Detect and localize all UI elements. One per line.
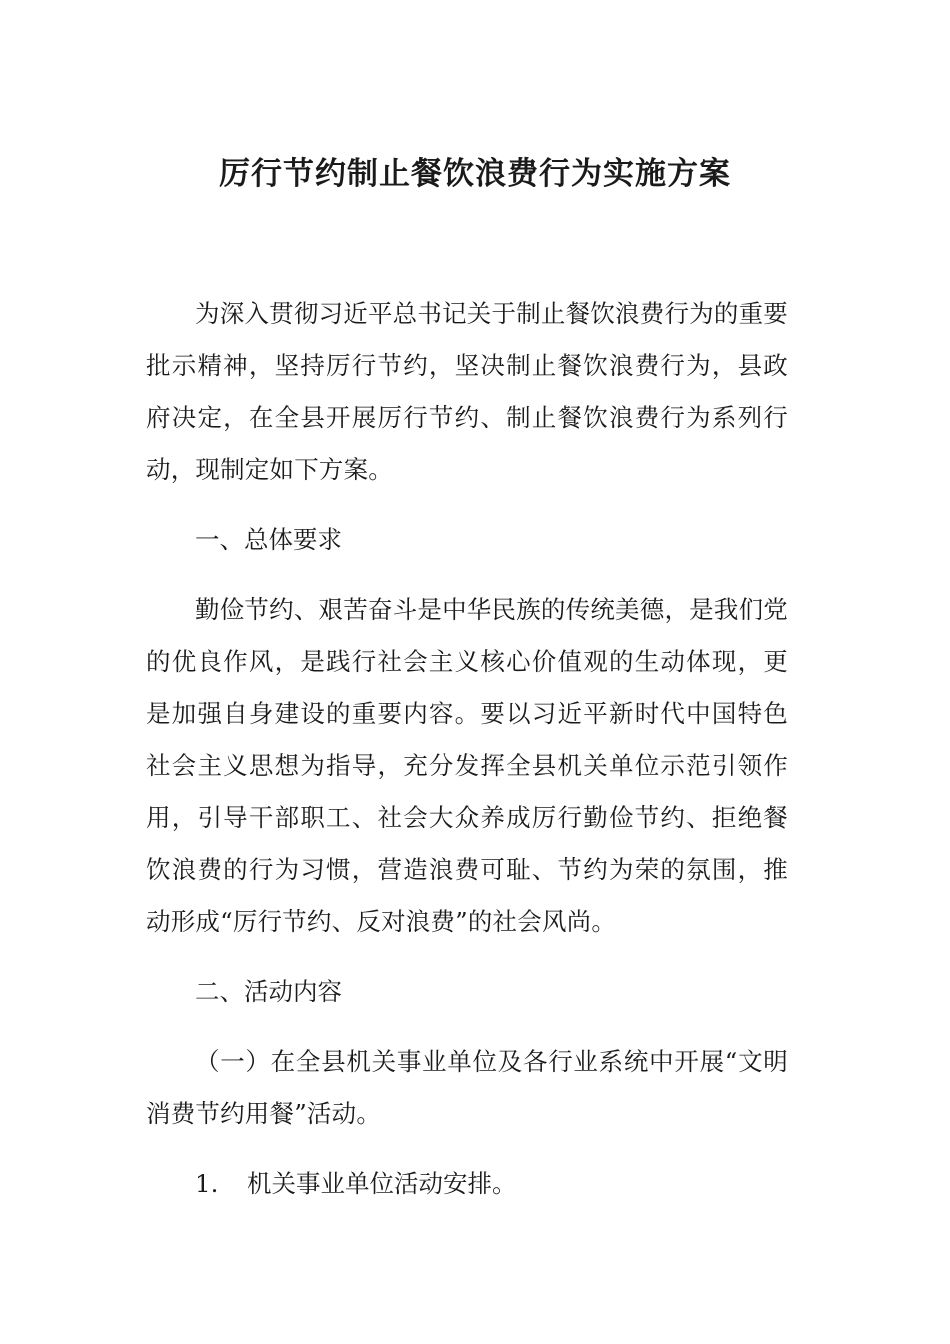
document-body [146, 288, 788, 1210]
section-heading-general-requirements: 一、总体要求 [195, 525, 342, 554]
document-title: 厉行节约制止餐饮浪费行为实施方案 [219, 156, 731, 192]
intro-paragraph: 为深入贯彻习近平总书记关于制止餐饮浪费行为的重要批示精神，坚持厉行节约，坚决制止餐饮浪费行为，县政府决定，在全县开展厉行节约、制止餐饮浪费行为系列行动，现制定如下方案。 [146, 299, 788, 484]
list-item-number: 1. [195, 1169, 219, 1198]
list-item-text: 机关事业单位活动安排。 [247, 1169, 517, 1198]
list-item [146, 1158, 788, 1210]
subsection-heading-civilized-consumption: （一）在全县机关事业单位及各行业系统中开展“文明消费节约用餐”活动。 [146, 1047, 788, 1128]
general-requirements-paragraph: 勤俭节约、艰苦奋斗是中华民族的传统美德，是我们党的优良作风，是践行社会主义核心价值观的生动体现，更是加强自身建设的重要内容。要以习近平新时代中国特色社会主义思想为指导，充分发挥全县机关单位示范引领作用，引导干部职工、社会大众养成厉行勤俭节约、拒绝餐饮浪费的行为习惯，营造浪费可耻、节约为荣的氛围，推动形成“厉行节约、反对浪费”的社会风尚。 [146, 595, 788, 936]
section-heading-activities: 二、活动内容 [195, 977, 342, 1006]
